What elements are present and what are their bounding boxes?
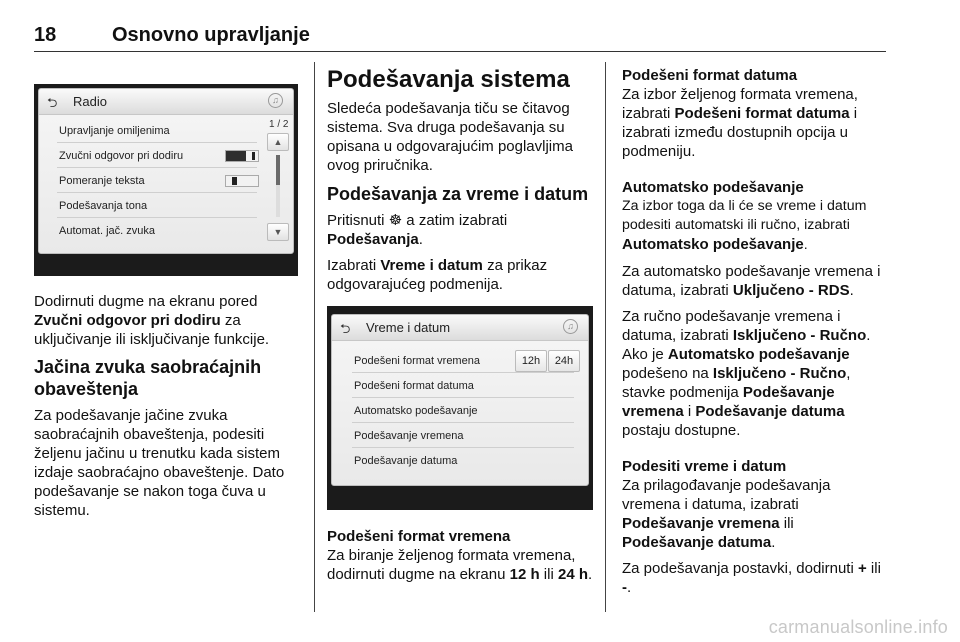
screen-title-bar [332,315,588,341]
set-time-date-heading: Podesiti vreme i datum [622,458,787,475]
screen-title-bar [39,89,293,115]
time-date-heading: Podešavanja za vreme i datum [327,184,589,204]
format-12h-button[interactable]: 12h [515,350,547,372]
date-format-paragraph: Za izbor željenog formata vremena, izabrati Podešeni format datuma i izabrati između dostupnih opcija u podmeniju. [622,86,858,160]
list-item[interactable]: Pomeranje teksta [57,169,257,193]
page-indicator: 1 / 2 [269,119,289,130]
list-item[interactable]: Automat. jač. zvuka [59,225,155,237]
scroll-up-icon[interactable]: ▲ [267,133,289,151]
plus-minus-paragraph: Za podešavanja postavki, dodirnuti + ili -. [622,560,881,596]
format-24h-button[interactable]: 24h [548,350,580,372]
list-item[interactable]: Upravljanje omiljenima [57,119,257,143]
column-1 [34,292,302,527]
list-item[interactable]: Zvučni odgovor pri dodiru [57,144,257,168]
select-time-date-paragraph: Izabrati Vreme i datum za prikaz odgovarajućeg podmenija. [327,257,548,293]
list-item[interactable]: Podešavanje datuma [354,455,458,467]
system-settings-paragraph: Sledeća podešavanja tiču se čitavog sistema. Sva druga podešavanja su opisana u odgovarajućim poglavljima ovog priručnika. [327,100,573,174]
traffic-volume-paragraph: Za podešavanje jačine zvuka saobraćajnih obaveštenja, podesiti željenu jačinu u trenutku kada sistem izdaje saobraćajno obaveštenje. Dato podešavanje se nakon toga čuva u sistemu. [34,407,285,519]
scroll-down-icon[interactable]: ▼ [267,223,289,241]
column-2-bottom [327,527,593,591]
time-format-paragraph: Za biranje željenog formata vremena, dodirnuti dugme na ekranu 12 h ili 24 h. [327,547,593,583]
list-item[interactable]: Podešavanje vremena [352,424,574,448]
traffic-volume-heading: Jačina zvuka saobraćajnih obaveštenja [34,357,262,399]
scrollbar-thumb[interactable] [276,155,280,185]
touch-feedback-toggle[interactable] [225,150,259,162]
page-header [34,22,886,52]
system-settings-heading: Podešavanja sistema [327,66,570,93]
column-2 [327,66,593,301]
watermark: carmanualsonline.info [768,617,948,637]
set-time-date-paragraph: Za prilagođavanje podešavanja vremena i datuma, izabrati Podešavanje vremena ili Podešavanje datuma. [622,477,831,551]
list-item[interactable]: Podešeni format datuma [352,374,574,398]
time-format-heading: Podešeni format vremena [327,528,511,545]
back-arrow-icon[interactable]: ⮌ [340,321,351,336]
text-scroll-toggle[interactable] [225,175,259,187]
column-divider-1 [314,62,315,612]
auto-rds-paragraph: Za automatsko podešavanje vremena i datuma, izabrati Uključeno - RDS. [622,263,881,299]
music-note-icon[interactable]: ♫ [563,319,578,334]
radio-screen [38,88,294,254]
page-number: 18 [34,24,57,46]
time-date-screen [331,314,589,486]
auto-setting-heading: Automatsko podešavanje [622,179,804,196]
radio-settings-screenshot [34,84,298,276]
section-title: Osnovno upravljanje [112,24,310,46]
manual-setting-paragraph: Za ručno podešavanje vremena i datuma, izabrati Isključeno - Ručno. Ako je Automatsko podešavanje podešeno na Isključeno - Ručno, stavke podmenija Podešavanje vremena i Podešavanje datuma postaju dostupne. [622,308,871,439]
list-item[interactable]: Podešavanja tona [57,194,257,218]
screen-title: Vreme i datum [366,320,451,335]
column-divider-2 [605,62,606,612]
screen-title: Radio [73,94,107,109]
date-format-heading: Podešeni format datuma [622,67,798,84]
list-item[interactable]: Podešeni format vremena [352,349,574,373]
back-arrow-icon[interactable]: ⮌ [47,95,58,110]
press-settings-paragraph: Pritisnuti ☸ a zatim izabrati Podešavanja. [327,212,508,248]
music-note-icon[interactable]: ♫ [268,93,283,108]
settings-icon: ☸ [388,212,403,229]
auto-setting-paragraph: Za izbor toga da li će se vreme i datum podesiti automatski ili ručno, izabrati Automatsko podešavanje. [622,198,867,253]
list-item[interactable]: Automatsko podešavanje [352,399,574,423]
touch-feedback-paragraph: Dodirnuti dugme na ekranu pored Zvučni odgovor pri dodiru za uključivanje ili isključivanje funkcije. [34,293,270,348]
time-date-screenshot [327,306,593,510]
column-3 [622,66,888,604]
